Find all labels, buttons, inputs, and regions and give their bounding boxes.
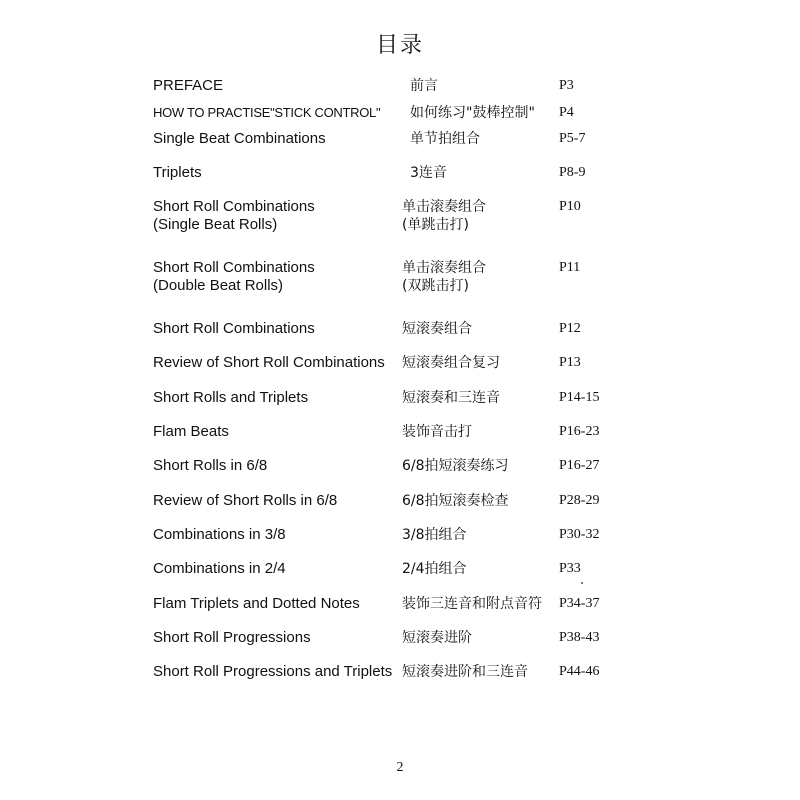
entry-chinese-title: 如何练习"鼓棒控制" [410, 105, 535, 121]
entry-chinese-title: 6/8拍短滚奏练习 [402, 458, 509, 474]
entry-page-ref: P44-46 [559, 664, 600, 679]
entry-page-ref: P10 [559, 199, 581, 214]
entry-chinese-title: 短滚奏和三连音 [402, 390, 500, 406]
entry-english-title: Single Beat Combinations [153, 130, 326, 147]
entry-english-title: Short Roll Progressions and Triplets [153, 663, 393, 680]
entry-chinese-title: 装饰音击打 [402, 424, 472, 440]
entry-chinese-title: 3/8拍组合 [402, 527, 467, 543]
entry-page-ref: P11 [559, 260, 581, 275]
entry-english-line-1: Short Roll Combinations [153, 198, 315, 215]
entry-chinese-title: 短滚奏进阶和三连音 [402, 664, 528, 680]
page-title: 目录 [375, 33, 424, 58]
entry-english-line-2: (Double Beat Rolls) [153, 277, 284, 294]
entry-english-title: Review of Short Roll Combinations [153, 354, 385, 371]
entry-page-ref: P16-23 [559, 424, 600, 439]
entry-chinese-title: 2/4拍组合 [402, 561, 467, 577]
entry-english-title: Flam Beats [153, 423, 229, 440]
entry-chinese-line-1: 单击滚奏组合 [402, 260, 486, 276]
entry-page-ref: P38-43 [559, 630, 600, 645]
entry-chinese-title: 6/8拍短滚奏检查 [402, 493, 509, 509]
entry-chinese-title: 短滚奏组合 [402, 321, 472, 337]
entry-chinese-title: 3连音 [410, 165, 447, 181]
entry-english-title: HOW TO PRACTISE"STICK CONTROL" [153, 105, 381, 120]
entry-page-ref: P12 [559, 321, 581, 336]
page-number: 2 [396, 760, 404, 775]
entry-page-ref: P3 [559, 78, 574, 93]
entry-english-line-2: (Single Beat Rolls) [153, 216, 278, 233]
entry-english-line-1: Short Roll Combinations [153, 259, 315, 276]
entry-english-title: Short Roll Combinations [153, 320, 315, 337]
entry-english-title: Flam Triplets and Dotted Notes [153, 595, 360, 612]
entry-page-ref: P34-37 [559, 596, 600, 611]
entry-english-title: Triplets [153, 164, 202, 181]
entry-english-title [153, 259, 315, 295]
entry-page-ref: P4 [559, 105, 574, 120]
entry-page-ref: P8-9 [559, 165, 586, 180]
entry-page-ref: P33 [559, 561, 581, 576]
entry-english-title [153, 198, 315, 234]
entry-english-title: Short Roll Progressions [153, 629, 311, 646]
entry-english-title: PREFACE [153, 77, 224, 94]
entry-chinese-title [402, 198, 486, 234]
entry-page-ref: P30-32 [559, 527, 600, 542]
stray-dot-mark [581, 582, 583, 584]
entry-chinese-title: 前言 [410, 78, 438, 94]
entry-chinese-title: 短滚奏组合复习 [402, 355, 500, 371]
entry-english-title: Combinations in 2/4 [153, 560, 286, 577]
entry-chinese-line-2: (单跳击打) [402, 217, 469, 233]
entry-page-ref: P13 [559, 355, 581, 370]
entry-chinese-title: 装饰三连音和附点音符 [402, 596, 542, 612]
entry-english-title: Short Rolls in 6/8 [153, 457, 268, 474]
entry-page-ref: P5-7 [559, 131, 586, 146]
entry-page-ref: P14-15 [559, 390, 600, 405]
entry-page-ref: P28-29 [559, 493, 600, 508]
entry-chinese-title [402, 259, 486, 295]
entry-english-title: Review of Short Rolls in 6/8 [153, 492, 338, 509]
entry-chinese-title: 短滚奏进阶 [402, 630, 472, 646]
entry-english-title: Combinations in 3/8 [153, 526, 286, 543]
entry-chinese-title: 单节拍组合 [410, 131, 480, 147]
entry-chinese-line-1: 单击滚奏组合 [402, 199, 486, 215]
entry-page-ref: P16-27 [559, 458, 600, 473]
entry-english-title: Short Rolls and Triplets [153, 389, 309, 406]
entry-chinese-line-2: (双跳击打) [402, 278, 469, 294]
